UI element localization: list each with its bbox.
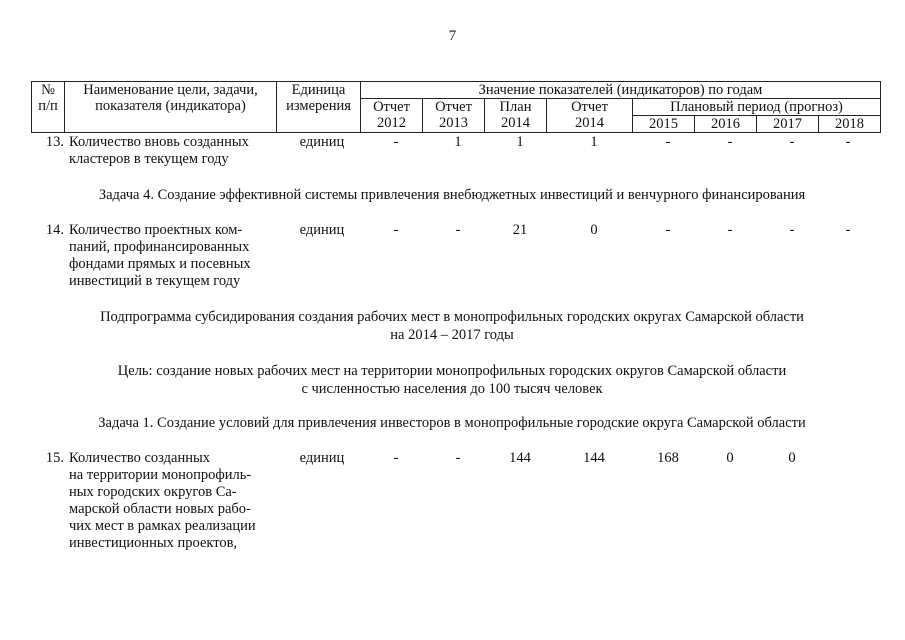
value-report-2014: 0 bbox=[590, 222, 598, 238]
value-plan-2014: 21 bbox=[512, 222, 528, 238]
header-year-2015: 2015 bbox=[633, 116, 695, 133]
value-report-2014: 1 bbox=[590, 134, 598, 150]
header-num: № п/п bbox=[32, 82, 65, 133]
value-2018: - bbox=[845, 222, 851, 238]
header-name: Наименование цели, задачи, показателя (индикатора) bbox=[65, 82, 277, 133]
header-plan-period: Плановый период (прогноз) bbox=[633, 99, 881, 116]
value-plan-2014: 144 bbox=[509, 450, 531, 466]
value-2013: - bbox=[455, 222, 461, 238]
task-1-heading: Задача 1. Создание условий для привлечения инвесторов в монопрофильные городские округа Самарской области bbox=[98, 415, 806, 431]
value-2015: 168 bbox=[657, 450, 679, 466]
header-col-2012: Отчет 2012 bbox=[361, 99, 423, 133]
header-col-plan-2014: План 2014 bbox=[485, 99, 547, 133]
value-2018: - bbox=[845, 134, 851, 150]
header-col-2013: Отчет 2013 bbox=[423, 99, 485, 133]
header-year-2018: 2018 bbox=[819, 116, 881, 133]
row-number: 14. bbox=[45, 222, 64, 238]
value-2015: - bbox=[665, 222, 671, 238]
header-values-title: Значение показателей (индикаторов) по годам bbox=[361, 82, 881, 99]
value-report-2014: 144 bbox=[583, 450, 605, 466]
value-2016: 0 bbox=[726, 450, 734, 466]
value-2015: - bbox=[665, 134, 671, 150]
header-col-report-2014: Отчет 2014 bbox=[547, 99, 633, 133]
row-name: Количество проектных ком- паний, профинансированных фондами прямых и посевных инвестиций в текущем году bbox=[69, 222, 251, 289]
goal-heading: Цель: создание новых рабочих мест на территории монопрофильных городских округов Самарской области с численностью населения до 100 тысяч человек bbox=[117, 363, 787, 397]
row-unit: единиц bbox=[299, 222, 345, 238]
value-2012: - bbox=[393, 450, 399, 466]
header-year-2017: 2017 bbox=[757, 116, 819, 133]
value-2012: - bbox=[393, 222, 399, 238]
page-number: 7 bbox=[448, 28, 457, 44]
row-name: Количество вновь созданных кластеров в текущем году bbox=[69, 134, 249, 167]
value-2016: - bbox=[727, 222, 733, 238]
row-unit: единиц bbox=[299, 450, 345, 466]
value-2013: 1 bbox=[454, 134, 462, 150]
header-year-2016: 2016 bbox=[695, 116, 757, 133]
row-number: 13. bbox=[45, 134, 64, 150]
task-4-heading: Задача 4. Создание эффективной системы привлечения внебюджетных инвестиций и венчурного финансирования bbox=[98, 187, 806, 203]
value-plan-2014: 1 bbox=[516, 134, 524, 150]
row-name: Количество созданных на территории монопрофиль- ных городских округов Са- марской области новых рабо- чих мест в рамках реализации инвестиционных проектов, bbox=[69, 450, 256, 551]
value-2012: - bbox=[393, 134, 399, 150]
table-header bbox=[31, 81, 881, 133]
value-2017: 0 bbox=[788, 450, 796, 466]
value-2017: - bbox=[789, 134, 795, 150]
value-2016: - bbox=[727, 134, 733, 150]
subprogram-heading: Подпрограмма субсидирования создания рабочих мест в монопрофильных городских округах Самарской области на 2014 – 2017 годы bbox=[100, 309, 804, 343]
value-2017: - bbox=[789, 222, 795, 238]
row-number: 15. bbox=[45, 450, 64, 466]
value-2013: - bbox=[455, 450, 461, 466]
row-unit: единиц bbox=[299, 134, 345, 150]
header-unit: Единица измерения bbox=[277, 82, 361, 133]
